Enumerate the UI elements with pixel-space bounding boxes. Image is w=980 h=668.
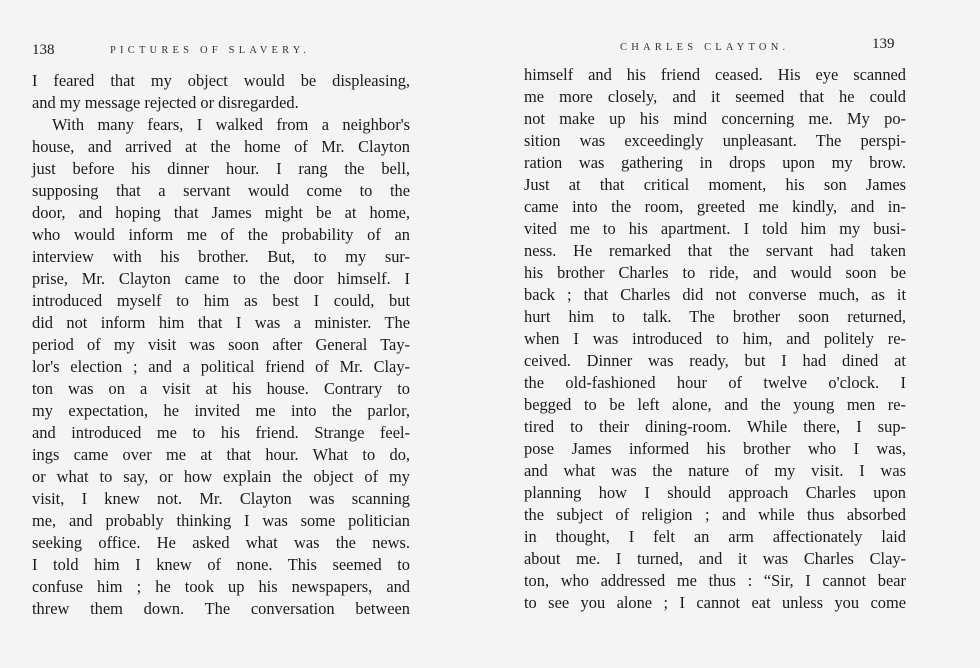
text-line: With many fears, I walked from a neighbor's [52,115,410,134]
text-line: introduced myself to him as best I could, but [32,291,410,310]
right-page [490,0,980,668]
text-line: in thought, I felt an arm affectionately laid [524,527,906,546]
text-line: about me. I turned, and it was Charles Clay- [524,549,906,568]
text-line: tired to their dining-room. While there, I sup- [524,417,906,436]
text-line: prise, Mr. Clayton came to the door himself. I [32,269,410,288]
text-line: the subject of religion ; and while thus absorbed [524,505,906,524]
text-line: begged to be left alone, and the young men re- [524,395,906,414]
running-head: PICTURES OF SLAVERY. [110,45,311,56]
text-line: pose James informed his brother who I was, [524,439,906,458]
text-line: who would inform me of the probability of an [32,225,410,244]
text-line: the old-fashioned hour of twelve o'clock. I [524,373,906,392]
body-text [32,70,410,620]
text-line: ness. He remarked that the servant had taken [524,241,906,260]
text-line: ton, who addressed me thus : “Sir, I cannot bear [524,571,906,590]
text-line: his brother Charles to ride, and would soon be [524,263,906,282]
text-line: I told him I knew of none. This seemed to [32,555,410,574]
text-line: house, and arrived at the home of Mr. Clayton [32,137,410,156]
text-line: and what was the nature of my visit. I was [524,461,906,480]
text-line: Just at that critical moment, his son James [524,175,906,194]
text-line: lor's election ; and a political friend of Mr. Clay- [32,357,410,376]
text-line: period of my visit was soon after General Tay- [32,335,410,354]
page-number: 138 [32,42,55,58]
text-line: and introduced me to his friend. Strange feel- [32,423,410,442]
text-line: did not inform him that I was a minister. The [32,313,410,332]
text-line: just before his dinner hour. I rang the bell, [32,159,410,178]
text-line: interview with his brother. But, to my sur- [32,247,410,266]
text-line: sition was exceedingly unpleasant. The perspi- [524,131,906,150]
text-line: planning how I should approach Charles upon [524,483,906,502]
text-line: supposing that a servant would come to the [32,181,410,200]
text-line: and my message rejected or disregarded. [32,93,299,112]
page-number: 139 [872,36,895,52]
running-head: CHARLES CLAYTON. [620,42,790,53]
text-line: ings came over me at that hour. What to do, [32,445,410,464]
text-line: seeking office. He asked what was the news. [32,533,410,552]
text-line: or what to say, or how explain the object of my [32,467,410,486]
text-line: ration was gathering in drops upon my brow. [524,153,906,172]
body-text [524,64,906,614]
text-line: door, and hoping that James might be at home, [32,203,410,222]
text-line: when I was introduced to him, and politely re- [524,329,906,348]
text-line: came into the room, greeted me kindly, and in- [524,197,906,216]
text-line: back ; that Charles did not converse much, as it [524,285,906,304]
text-line: ceived. Dinner was ready, but I had dined at [524,351,906,370]
text-line: ton was on a visit at his house. Contrary to [32,379,410,398]
text-line: not make up his mind concerning me. My po- [524,109,906,128]
text-line: I feared that my object would be displeasing, [32,71,410,90]
text-line: confuse him ; he took up his newspapers, and [32,577,410,596]
text-line: himself and his friend ceased. His eye scanned [524,65,906,84]
text-line: threw them down. The conversation between [32,599,410,618]
text-line: my expectation, he invited me into the parlor, [32,401,410,420]
text-line: to see you alone ; I cannot eat unless you come [524,593,906,612]
text-line: me more closely, and it seemed that he could [524,87,906,106]
text-line: visit, I knew not. Mr. Clayton was scanning [32,489,410,508]
text-line: vited me to his apartment. I told him my busi- [524,219,906,238]
text-line: me, and probably thinking I was some politician [32,511,410,530]
text-line: hurt him to talk. The brother soon returned, [524,307,906,326]
